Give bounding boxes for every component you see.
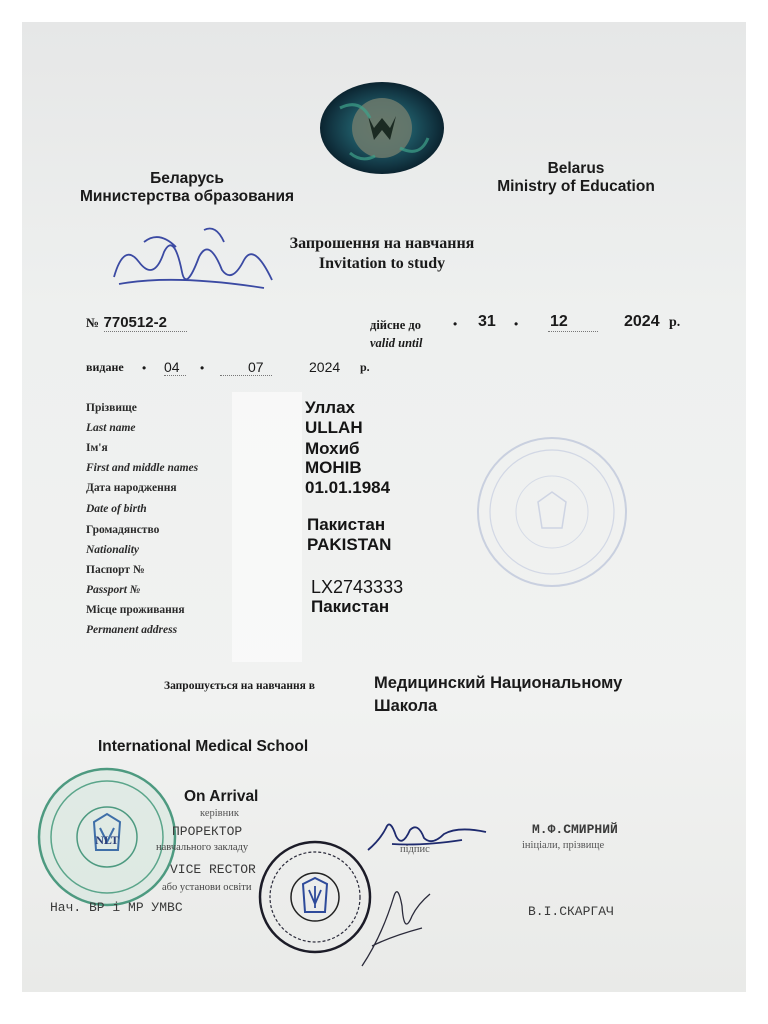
valid-month: 12 — [548, 313, 598, 332]
signature-top-icon — [104, 222, 279, 302]
printed-name: М.Ф.СМИРНИЙ — [532, 822, 618, 837]
country-ru: Беларусь — [150, 170, 224, 187]
valid-until-uk: дійсне до — [370, 318, 421, 332]
address-label-en: Permanent address — [86, 624, 178, 636]
header-block-ru — [52, 170, 322, 206]
initials-label: ініціали, прізвище — [522, 840, 605, 851]
issued-label: видане — [86, 360, 124, 374]
green-stamp-icon — [34, 764, 180, 910]
valid-year: 2024 — [624, 313, 660, 330]
head-label: керівник — [200, 808, 239, 819]
hologram-emblem-icon — [320, 78, 450, 178]
valid-until-en: valid until — [370, 336, 423, 350]
doc-number: 770512-2 — [104, 314, 187, 332]
first-name-lat: MOHIB — [305, 458, 362, 477]
nationality-label-en: Nationality — [86, 544, 140, 556]
title-block — [262, 235, 502, 273]
last-name-cyr: Уллах — [305, 398, 356, 417]
dot-2: • — [514, 317, 519, 331]
title-uk: Запрошення на навчання — [289, 235, 475, 252]
valid-day: 31 — [478, 313, 496, 330]
nationality-lat: PAKISTAN — [307, 535, 392, 554]
institution-sub-label: навчального закладу — [156, 842, 249, 853]
dot-1: • — [453, 317, 458, 331]
ministry-en: Ministry of Education — [497, 178, 655, 195]
bottom-right-name: В.І.СКАРГАЧ — [528, 904, 614, 919]
dot-4: • — [200, 361, 205, 375]
bottom-left-title: Нач. ВР і МР УМВС — [50, 900, 183, 915]
issued-year: 2024 — [309, 359, 341, 375]
first-name-label-uk: Ім'я — [86, 442, 108, 454]
passport-label-uk: Паспорт № — [86, 564, 145, 576]
last-name-lat: ULLAH — [305, 418, 363, 437]
first-name-cyr: Мохиб — [305, 439, 360, 458]
vice-rector-label: VICE RECTOR — [170, 862, 256, 877]
issued-day: 04 — [164, 359, 186, 376]
passport-number: LX2743333 — [311, 577, 404, 597]
sign-label: підпис — [400, 844, 430, 855]
invitation-label: Запрошується на навчання в — [164, 680, 315, 692]
nationality-label-uk: Громадянство — [86, 524, 160, 536]
dob-label-en: Date of birth — [86, 503, 147, 515]
document-sheet — [22, 22, 746, 992]
last-name-label-en: Last name — [86, 422, 136, 434]
passport-label-en: Passport № — [86, 584, 141, 596]
institution-en: International Medical School — [98, 738, 309, 755]
dob-label-uk: Дата народження — [86, 482, 177, 494]
doc-number-row — [86, 314, 187, 332]
issued-suffix: р. — [360, 360, 370, 374]
prorector-label: ПРОРЕКТОР — [172, 824, 243, 839]
country-en: Belarus — [547, 160, 605, 177]
on-arrival: On Arrival — [184, 788, 259, 805]
ministry-ru: Министерства образования — [79, 188, 295, 205]
or-institution-label: або установи освіти — [162, 882, 252, 893]
header-block-en — [456, 160, 696, 196]
date-of-birth: 01.01.1984 — [305, 478, 391, 497]
title-en: Invitation to study — [318, 255, 446, 272]
faint-stamp-icon — [472, 432, 632, 592]
institution-line1: Медицинский Национальному — [374, 674, 623, 692]
last-name-label-uk: Прізвище — [86, 402, 137, 414]
address-label-uk: Місце проживання — [86, 604, 185, 616]
nationality-cyr: Пакистан — [307, 515, 386, 534]
dot-3: • — [142, 361, 147, 375]
issued-month: 07 — [220, 359, 272, 376]
valid-year-suffix: р. — [669, 315, 681, 330]
svg-text:NLT: NLT — [95, 833, 119, 847]
first-name-label-en: First and middle names — [86, 462, 199, 474]
permanent-address: Пакистан — [311, 597, 390, 616]
number-prefix: № — [86, 315, 100, 330]
signature-bottom-icon — [352, 876, 442, 976]
institution-line2: Шакола — [374, 697, 438, 715]
paper-highlight — [232, 392, 302, 662]
